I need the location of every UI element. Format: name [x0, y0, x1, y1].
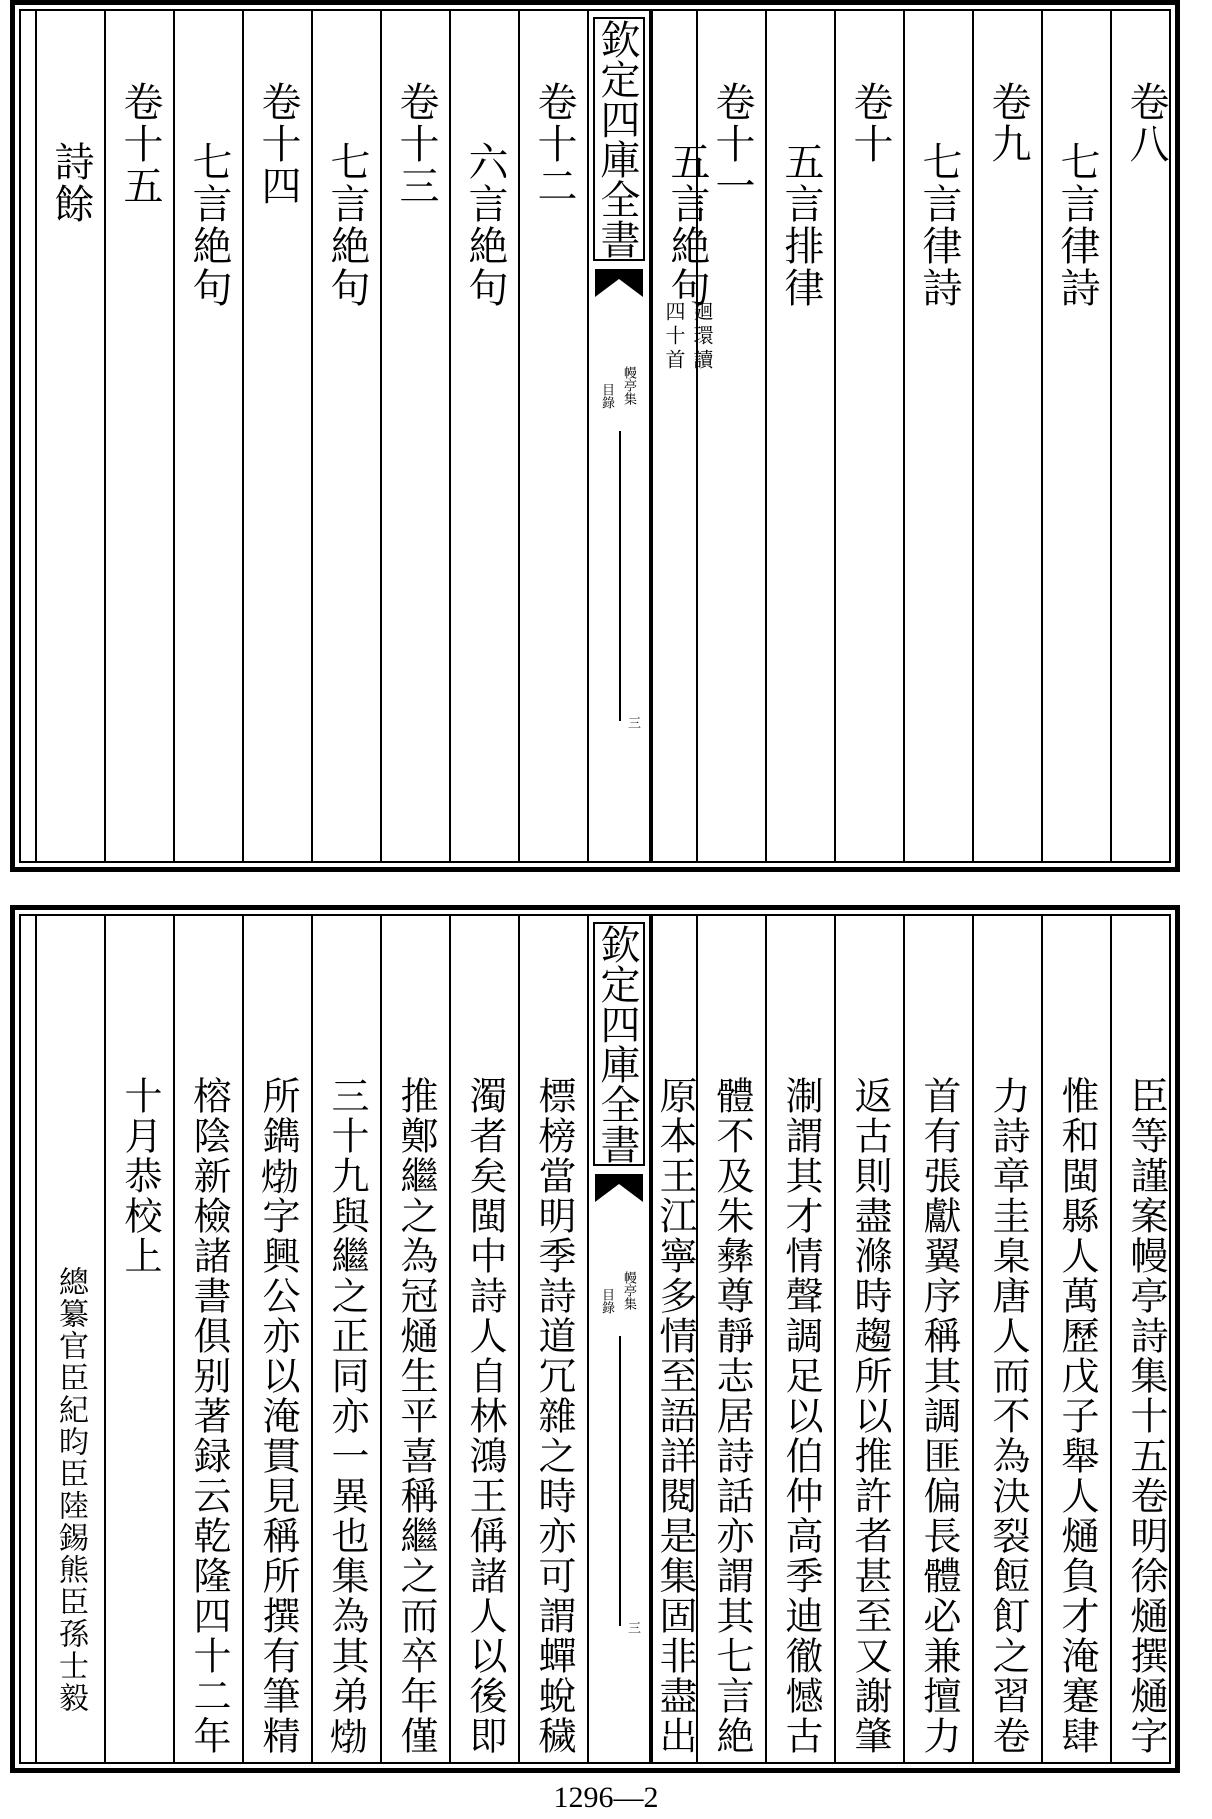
top-fish-tail-icon [595, 269, 643, 299]
column-vol-13 [380, 11, 449, 861]
text-line-3: 力詩章圭臬唐人而不為決裂餖飣之習卷 [986, 1076, 1030, 1756]
text-column-5 [834, 916, 903, 1762]
compiler-credit: 總纂官臣紀昀臣陸錫熊臣孫士毅 [53, 1266, 88, 1714]
top-center-title: 欽定四庫全書 [593, 17, 645, 261]
text-column-15 [104, 916, 173, 1762]
text-line-14: 榕陰新檢諸書俱别著録云乾隆四十二年 [187, 1076, 231, 1756]
credit-column [35, 916, 104, 1762]
text-line-2: 惟和閩縣人萬歷戊子舉人熥負才淹蹇肆 [1055, 1076, 1099, 1756]
text-line-11: 推鄭繼之為冠熥生平喜稱繼之而卒年僅 [394, 1076, 438, 1756]
vol-12-genre: 六言絶句 [462, 141, 508, 309]
top-center-page: 三 [625, 716, 640, 729]
column-vol-12-sub [449, 11, 518, 861]
vol-11-heading: 卷十一 [709, 81, 755, 207]
column-vol-15 [104, 11, 173, 861]
vol-14-genre: 七言絶句 [186, 141, 232, 309]
vol-11-note-right: 廻環讀 [690, 301, 714, 373]
bottom-center-label-left: 目錄 [599, 1288, 614, 1314]
top-center-column [587, 11, 651, 861]
text-line-8: 原本王江寧多情至語詳閱是集固非盡出 [653, 1076, 697, 1756]
text-line-5: 返古則盡滌時趨所以推許者甚至又謝肇 [848, 1076, 892, 1756]
text-line-7: 體不及朱彝尊靜志居詩話亦謂其七言絶 [710, 1076, 754, 1756]
vol-12-heading: 卷十二 [531, 81, 577, 207]
vol-15-heading: 卷十五 [117, 81, 163, 207]
column-vol-14 [242, 11, 311, 861]
text-column-4 [903, 916, 972, 1762]
column-vol-13-sub [311, 11, 380, 861]
column-vol-11-sub [651, 11, 720, 861]
text-column-1 [1110, 916, 1179, 1762]
text-column-3 [972, 916, 1041, 1762]
text-column-13 [242, 916, 311, 1762]
column-vol-10 [834, 11, 903, 861]
column-vol-12 [518, 11, 587, 861]
vol-13-genre: 七言絶句 [324, 141, 370, 309]
column-vol-9-sub [903, 11, 972, 861]
text-line-9: 標榜當明季詩道冗雜之時亦可謂蟬蛻穢 [532, 1076, 576, 1756]
column-vol-10-sub [765, 11, 834, 861]
bottom-center-label-right: 幔亭集 [621, 1271, 636, 1310]
vol-10-heading: 卷十 [847, 81, 893, 165]
vol-9-heading: 卷九 [985, 81, 1031, 165]
column-vol-15-sub [35, 11, 104, 861]
top-center-label-right: 幔亭集 [621, 366, 636, 405]
text-column-14 [173, 916, 242, 1762]
vol-14-heading: 卷十四 [255, 81, 301, 207]
bottom-center-line [619, 1336, 621, 1626]
text-column-10 [449, 916, 518, 1762]
vol-9-genre: 七言律詩 [916, 141, 962, 309]
text-column-6 [765, 916, 834, 1762]
text-line-6: 淛謂其才情聲調足以伯仲高季迪徹憾古 [779, 1076, 823, 1756]
text-column-11 [380, 916, 449, 1762]
text-line-12: 三十九與繼之正同亦一異也集為其弟𤊹 [325, 1076, 369, 1756]
text-line-15: 十月恭校上 [118, 1076, 162, 1276]
text-line-1: 臣等謹案幔亭詩集十五卷明徐熥撰熥字 [1124, 1076, 1168, 1756]
top-center-label-left: 目錄 [599, 383, 614, 409]
top-center-line [619, 431, 621, 721]
top-page-inner-frame [19, 9, 1171, 863]
vol-13-heading: 卷十三 [393, 81, 439, 207]
bottom-center-page: 三 [625, 1621, 640, 1634]
text-line-4: 首有張獻翼序稱其調匪偏長體必兼擅力 [917, 1076, 961, 1756]
text-column-8 [651, 916, 696, 1762]
bottom-center-title: 欽定四庫全書 [593, 922, 645, 1166]
column-vol-14-sub [173, 11, 242, 861]
bottom-fish-tail-icon [595, 1174, 643, 1204]
text-line-10: 濁者矣閩中詩人自林鴻王偁諸人以後即 [463, 1076, 507, 1756]
bottom-page-inner-frame [19, 914, 1171, 1764]
page-number: 1296—2 [553, 1781, 659, 1814]
vol-10-genre: 五言排律 [778, 141, 824, 309]
vol-11-genre: 五言絶句 [664, 141, 710, 309]
vol-8-heading: 卷八 [1123, 81, 1169, 165]
text-column-12 [311, 916, 380, 1762]
text-column-9 [518, 916, 587, 1762]
bottom-center-column [587, 916, 651, 1762]
vol-11-note-left: 四十首 [662, 301, 686, 373]
vol-8-genre: 七言律詩 [1054, 141, 1100, 309]
text-column-7 [696, 916, 765, 1762]
column-vol-9 [972, 11, 1041, 861]
column-vol-8-sub [1041, 11, 1110, 861]
text-line-13: 所鐫𤊹字興公亦以淹貫見稱所撰有筆精 [256, 1076, 300, 1756]
vol-15-genre: 詩餘 [48, 141, 94, 225]
top-page-panel [10, 0, 1180, 872]
bottom-page-panel [10, 905, 1180, 1773]
column-vol-8 [1110, 11, 1179, 861]
text-column-2 [1041, 916, 1110, 1762]
